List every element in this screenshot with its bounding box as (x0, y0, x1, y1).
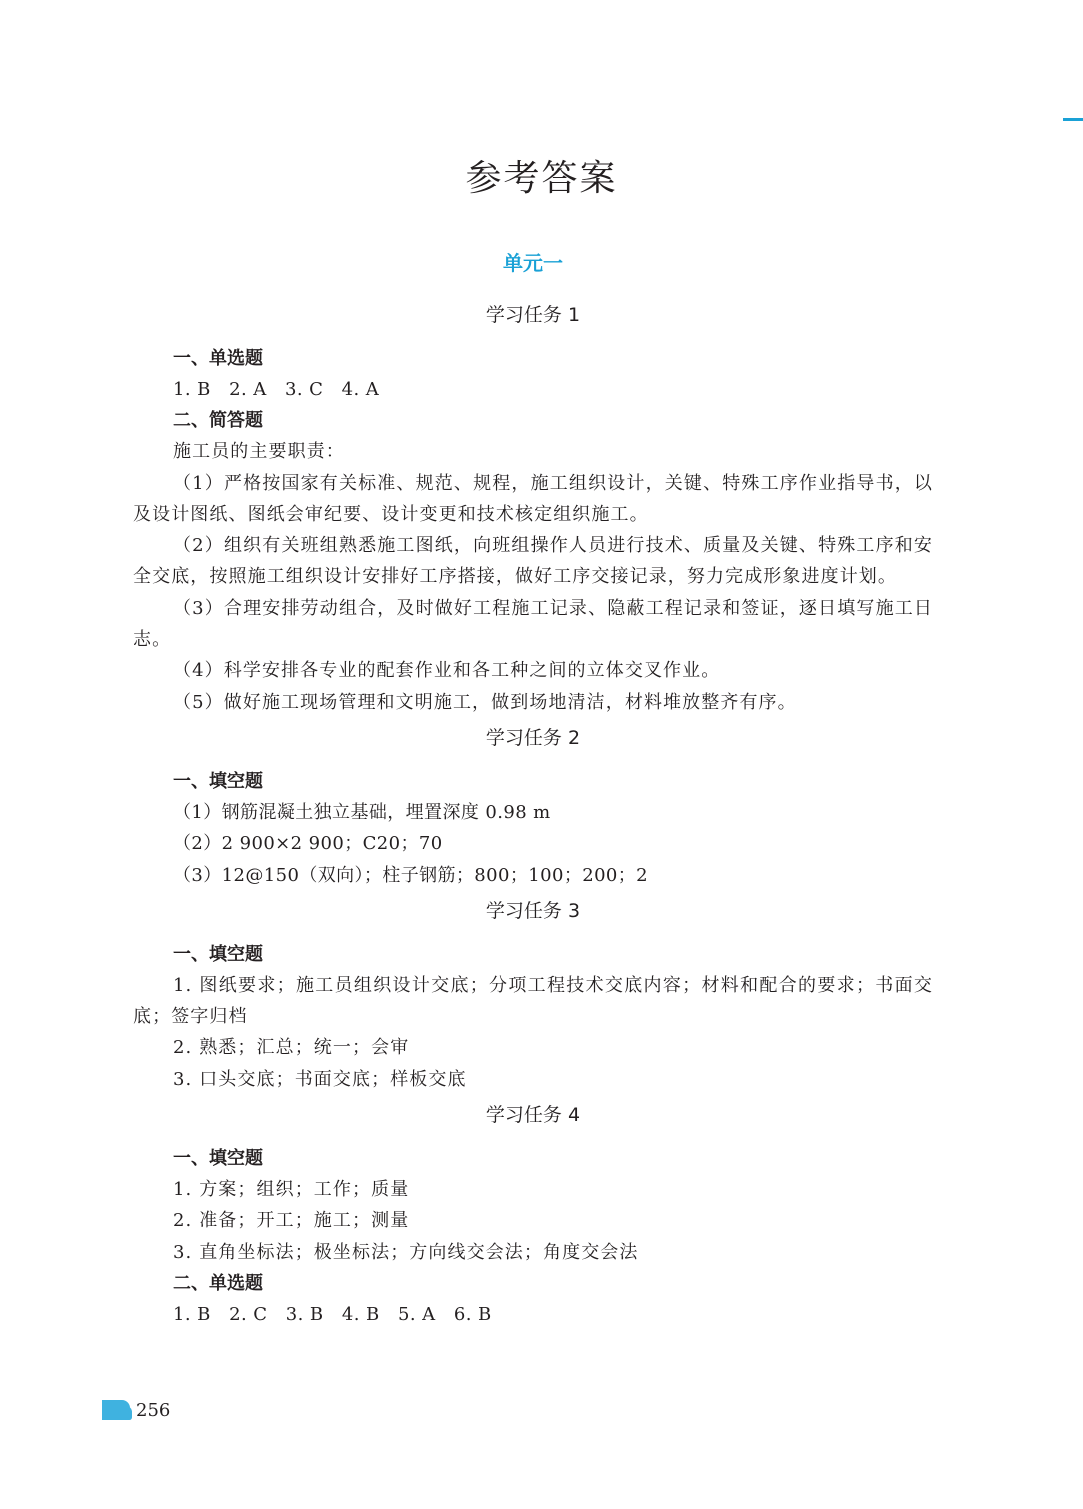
answer-line: （1）严格按国家有关标准、规范、规程，施工组织设计，关键、特殊工序作业指导书，以及设计图纸、图纸会审纪要、设计变更和技术核定组织施工。 (133, 472, 933, 525)
answer-line: （4）科学安排各专业的配套作业和各工种之间的立体交叉作业。 (173, 660, 721, 682)
edge-marker (1063, 118, 1083, 121)
task-title: 学习任务 1 (485, 304, 581, 326)
section-heading: 二、单选题 (173, 1272, 263, 1294)
section-heading: 一、单选题 (173, 348, 263, 369)
answer-line: 3. 口头交底；书面交底；样板交底 (173, 1068, 467, 1090)
section-heading: 一、填空题 (173, 770, 263, 792)
answer-line: 1. 图纸要求；施工员组织设计交底；分项工程技术交底内容；材料和配合的要求；书面交底；签字归档 (133, 974, 933, 1028)
answer-line: （1）钢筋混凝土独立基础，埋置深度 0.98 m (173, 801, 551, 823)
section-heading: 一、填空题 (173, 943, 263, 965)
task-title: 学习任务 2 (485, 726, 581, 749)
answer-line: （3）合理安排劳动组合，及时做好工程施工记录、隐蔽工程记录和签证，逐日填写施工日志。 (133, 597, 933, 651)
answer-line: 施工员的主要职责： (173, 441, 345, 463)
answer-line: （3）12@150（双向）；柱子钢筋；800；100；200；2 (173, 864, 649, 886)
answer-content (133, 299, 933, 1330)
answer-line: 2. 熟悉；汇总；统一；会审 (173, 1037, 410, 1059)
answer-line: （5）做好施工现场管理和文明施工，做到场地清洁，材料堆放整齐有序。 (173, 691, 797, 713)
task-title: 学习任务 3 (485, 899, 581, 922)
answer-line: （2）2 900×2 900；C20；70 (173, 833, 443, 855)
unit-title: 单元一 (503, 251, 563, 275)
answer-line: 1. B 2. A 3. C 4. A (173, 379, 380, 400)
page-title: 参考答案 (465, 158, 618, 199)
answer-line: 1. B 2. C 3. B 4. B 5. A 6. B (173, 1303, 492, 1325)
answer-line: （2）组织有关班组熟悉施工图纸，向班组操作人员进行技术、质量及关键、特殊工序和安全交底，按照施工组织设计安排好工序搭接，做好工序交接记录，努力完成形象进度计划。 (133, 535, 933, 588)
page-tab-icon (102, 1400, 130, 1420)
answer-line: 1. 方案；组织；工作；质量 (173, 1179, 410, 1201)
page-number: 256 (136, 1399, 171, 1421)
task-title: 学习任务 4 (485, 1104, 581, 1127)
section-heading: 一、填空题 (173, 1148, 263, 1170)
section-heading: 二、简答题 (173, 410, 263, 432)
answer-line: 3. 直角坐标法；极坐标法；方向线交会法；角度交会法 (173, 1241, 639, 1263)
page-number-footer (102, 1398, 170, 1422)
answer-line: 2. 准备；开工；施工；测量 (173, 1210, 410, 1232)
